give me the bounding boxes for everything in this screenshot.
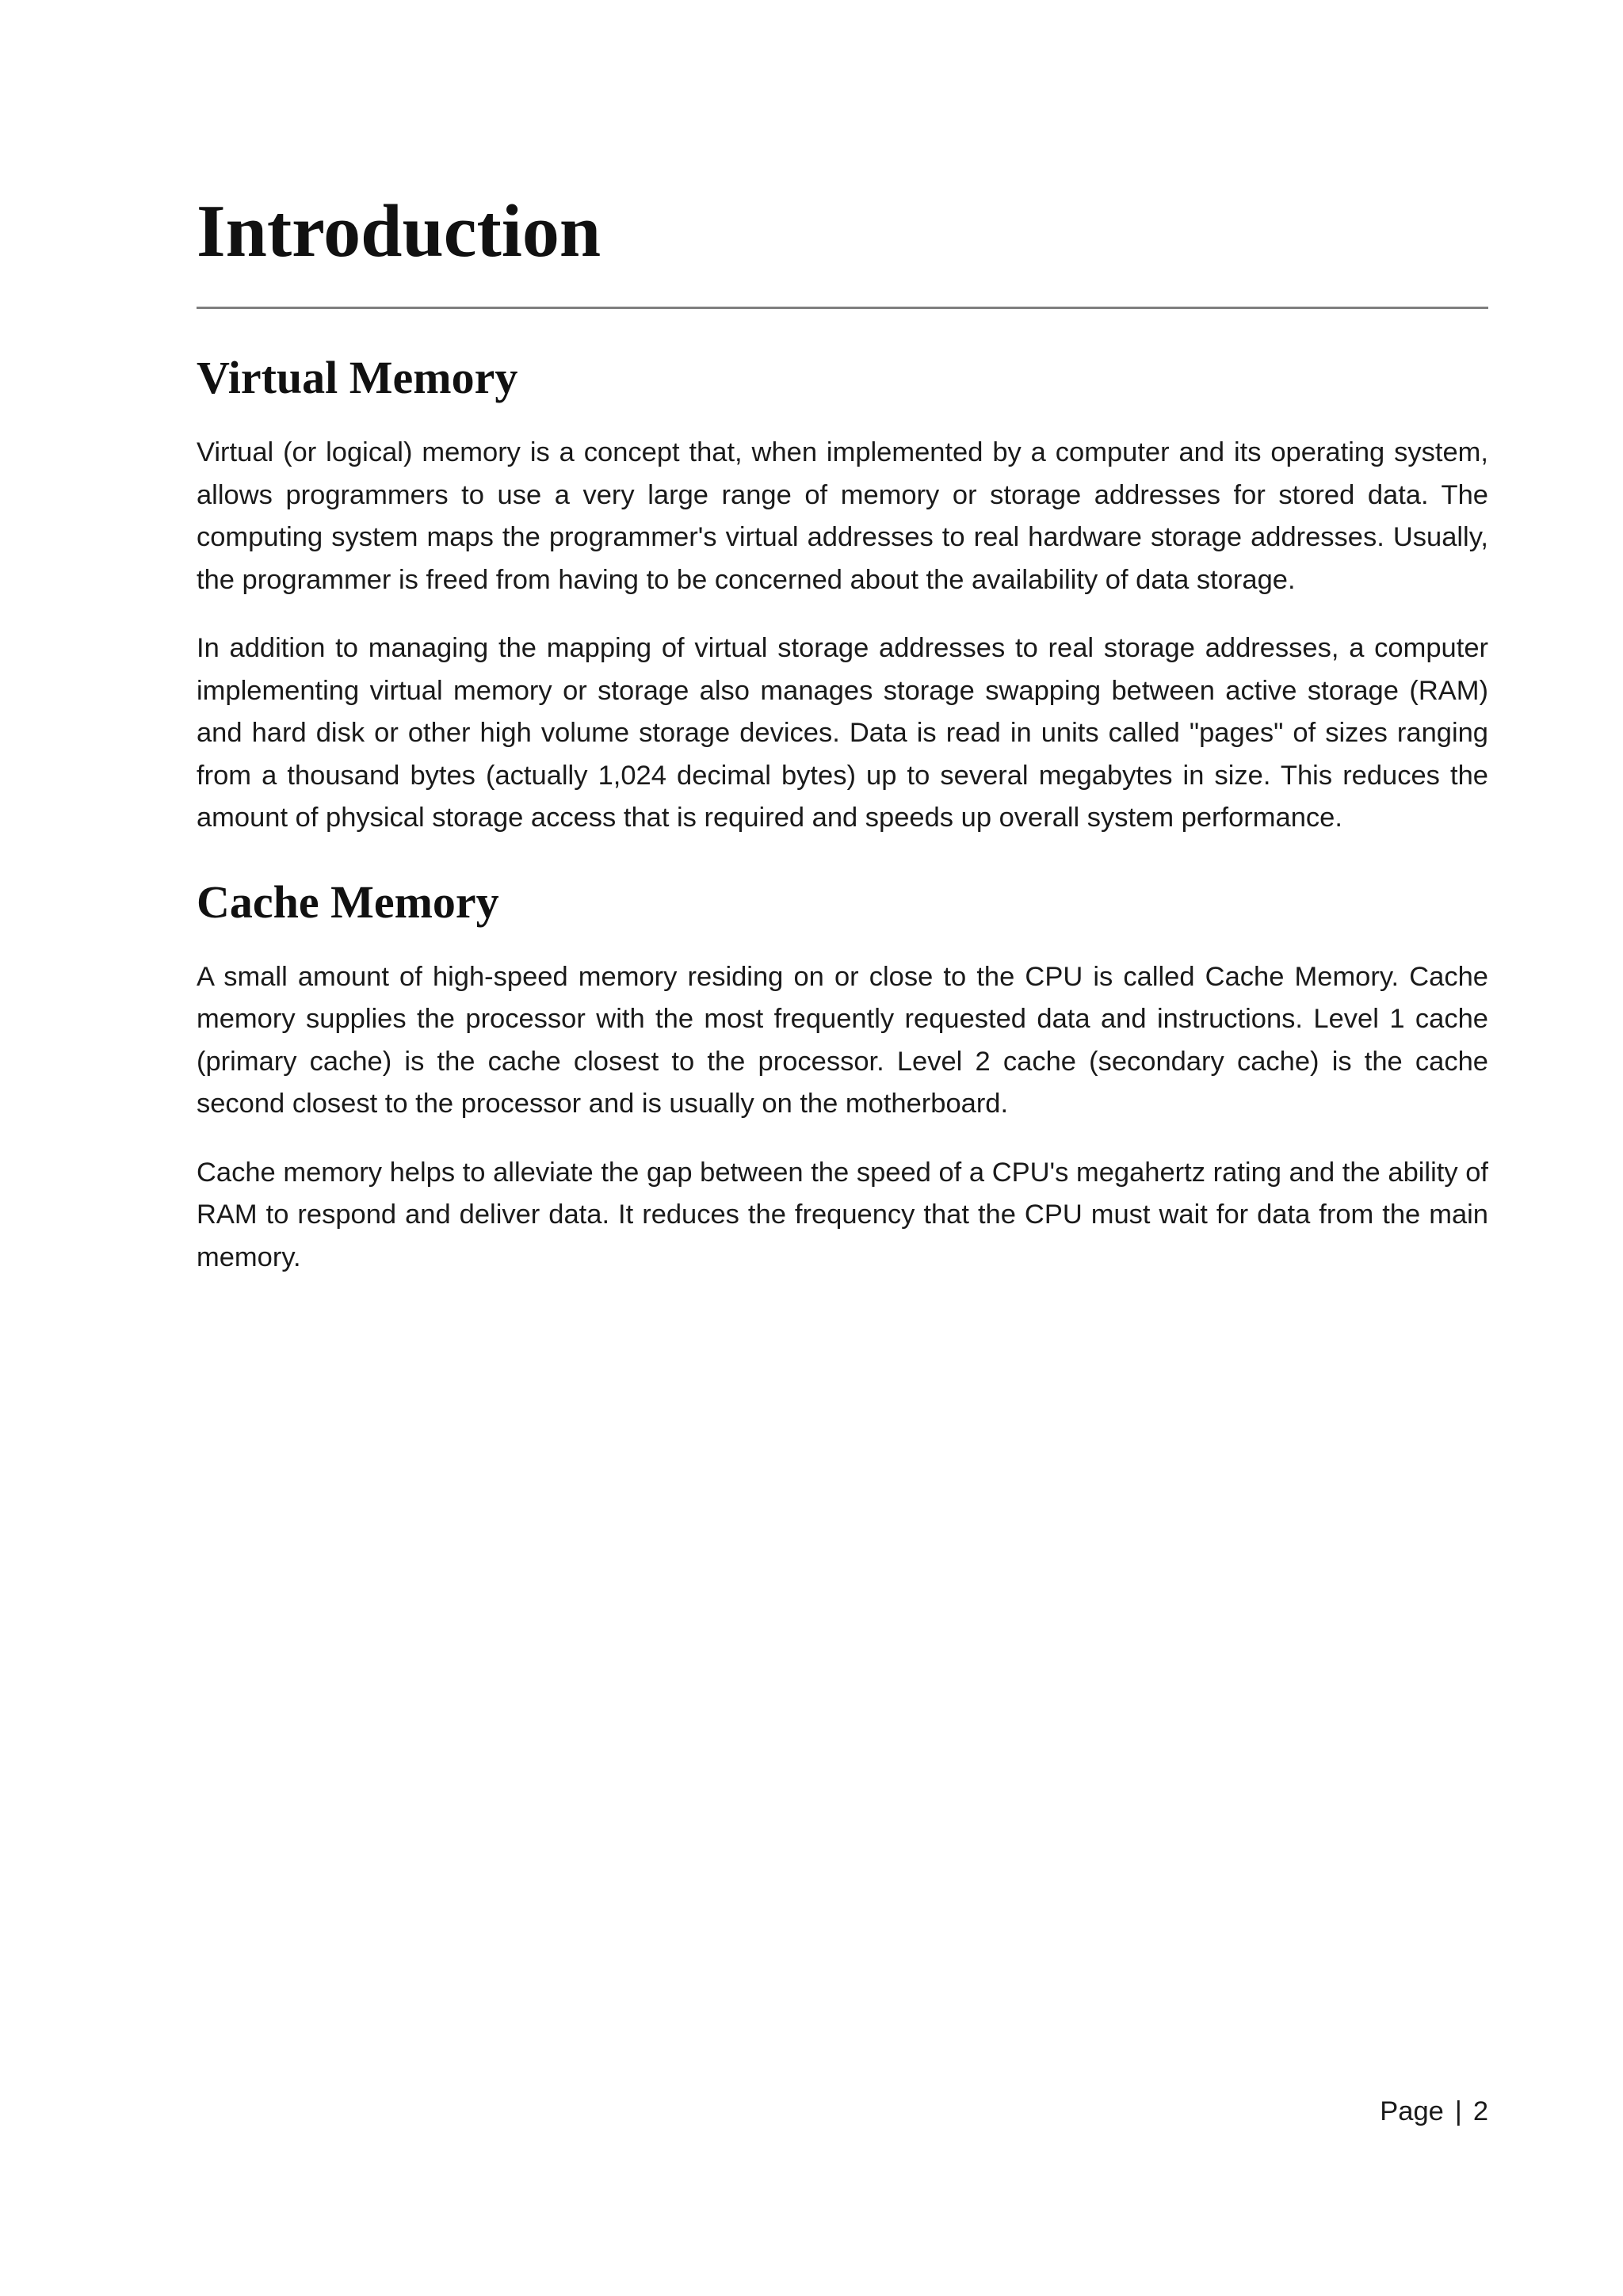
virtual-memory-paragraph-1: Virtual (or logical) memory is a concept that, when implemented by a computer and its operating system, allows programmers to use a very large range of memory or storage addresses for stored data. The computing system maps the programmer's virtual addresses to real hardware storage addresses. Usually, the programmer is freed from having to be concerned about the availability of data storage. [197, 437, 1488, 595]
footer-separator: | [1454, 2096, 1462, 2126]
page-title: Introduction [197, 190, 601, 273]
page-footer [1380, 2092, 1488, 2131]
section-heading-virtual-memory: Virtual Memory [197, 352, 518, 403]
virtual-memory-paragraph-2: In addition to managing the mapping of virtual storage addresses to real storage addresses, a computer implementing virtual memory or storage also manages storage swapping between active storage (RAM) and hard disk or other high volume storage devices. Data is read in units called "pages" of sizes ranging from a thousand bytes (actually 1,024 decimal bytes) up to several megabytes in size. This reduces the amount of physical storage access that is required and speeds up overall system performance. [197, 633, 1488, 833]
title-divider [197, 307, 1488, 309]
page-label: Page [1380, 2096, 1444, 2126]
page-number: 2 [1472, 2096, 1488, 2126]
page-content [197, 184, 1488, 1279]
section-heading-cache-memory: Cache Memory [197, 875, 499, 928]
cache-memory-paragraph-1: A small amount of high-speed memory residing on or close to the CPU is called Cache Memory. Cache memory supplies the processor with the most frequently requested data and instructions. Level 1 cache (primary cache) is the cache closest to the processor. Level 2 cache (secondary cache) is the cache second closest to the processor and is usually on the motherboard. [197, 961, 1488, 1119]
cache-memory-paragraph-2: Cache memory helps to alleviate the gap between the speed of a CPU's megahertz rating and the ability of RAM to respond and deliver data. It reduces the frequency that the CPU must wait for data from the main memory. [197, 1157, 1488, 1272]
